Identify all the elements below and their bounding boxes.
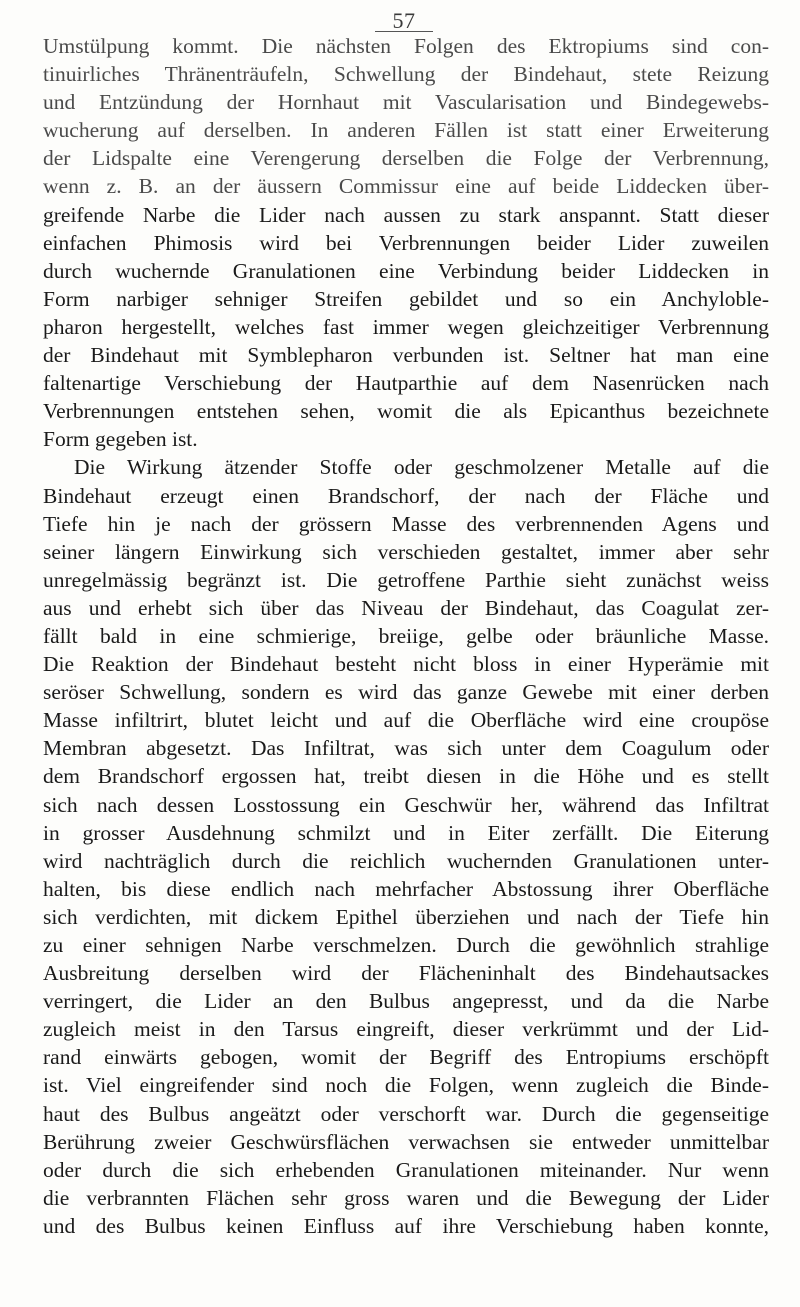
text-line: und des Bulbus keinen Einfluss auf ihre Verschiebung haben konnte, (43, 1213, 769, 1238)
text-line: tinuirliches Thränenträufeln, Schwellung der Bindehaut, stete Reizung (43, 62, 769, 87)
text-line: oder durch die sich erhebenden Granulationen miteinander. Nur wenn (43, 1157, 769, 1182)
text-line: in grosser Ausdehnung schmilzt und in Eiter zerfällt. Die Eiterung (43, 820, 769, 845)
text-line: rand einwärts gebogen, womit der Begriff des Entropiums erschöpft (43, 1045, 769, 1070)
text-line: Umstülpung kommt. Die nächsten Folgen des Ektropiums sind con- (43, 34, 769, 58)
text-line: Form narbiger sehniger Streifen gebildet und so ein Anchyloble- (43, 286, 769, 311)
text-line: seröser Schwellung, sondern es wird das ganze Gewebe mit einer derben (43, 680, 769, 705)
text-line: sich nach dessen Losstossung ein Geschwür her, während das Infiltrat (43, 792, 769, 817)
text-line: der Bindehaut mit Symblepharon verbunden ist. Seltner hat man eine (43, 343, 769, 368)
text-line: Ausbreitung derselben wird der Flächeninhalt des Bindehautsackes (43, 961, 769, 986)
text-line: zu einer sehnigen Narbe verschmelzen. Durch die gewöhnlich strahlige (43, 933, 769, 957)
text-line: Membran abgesetzt. Das Infiltrat, was sich unter dem Coagulum oder (43, 736, 769, 761)
text-line: Verbrennungen entstehen sehen, womit die als Epicanthus bezeichnete (43, 399, 769, 424)
text-line: dem Brandschorf ergossen hat, treibt diesen in die Höhe und es stellt (43, 764, 769, 789)
text-line: Masse infiltrirt, blutet leicht und auf die Oberfläche wird eine croupöse (43, 708, 769, 733)
text-line: einfachen Phimosis wird bei Verbrennungen beider Lider zuweilen (43, 230, 769, 255)
text-line: wenn z. B. an der äussern Commissur eine auf beide Liddecken über- (43, 174, 769, 199)
text-line: greifende Narbe die Lider nach aussen zu stark anspannt. Statt dieser (43, 202, 769, 227)
text-line: fällt bald in eine schmierige, breiige, gelbe oder bräunliche Masse. (43, 623, 769, 648)
text-line: Die Reaktion der Bindehaut besteht nicht bloss in einer Hyperämie mit (43, 652, 769, 677)
text-line: die verbrannten Flächen sehr gross waren und die Bewegung der Lider (43, 1185, 769, 1210)
text-line: und Entzündung der Hornhaut mit Vascularisation und Bindegewebs- (43, 90, 769, 115)
text-line: Berührung zweier Geschwürsflächen verwachsen sie entweder unmittelbar (43, 1129, 769, 1154)
text-line: der Lidspalte eine Verengerung derselben die Folge der Verbrennung, (43, 146, 769, 171)
body-text (43, 32, 769, 1240)
text-line: wucherung auf derselben. In anderen Fällen ist statt einer Erweiterung (43, 118, 769, 143)
text-line: sich verdichten, mit dickem Epithel überziehen und nach der Tiefe hin (43, 904, 769, 929)
text-line: unregelmässig begränzt ist. Die getroffene Parthie sieht zunächst weiss (43, 567, 769, 592)
text-line: haut des Bulbus angeätzt oder verschorft war. Durch die gegenseitige (43, 1101, 769, 1126)
text-line: Form gegeben ist. (43, 427, 198, 452)
text-line: wird nachträglich durch die reichlich wuchernden Granulationen unter- (43, 848, 769, 873)
text-line: aus und erhebt sich über das Niveau der Bindehaut, das Coagulat zer- (43, 595, 769, 620)
text-line: ist. Viel eingreifender sind noch die Folgen, wenn zugleich die Binde- (43, 1073, 769, 1098)
text-line: verringert, die Lider an den Bulbus angepresst, und da die Narbe (43, 989, 769, 1014)
text-line: Die Wirkung ätzender Stoffe oder geschmolzener Metalle auf die (74, 455, 769, 480)
text-line: pharon hergestellt, welches fast immer wegen gleichzeitiger Verbrennung (43, 314, 769, 339)
text-line: faltenartige Verschiebung der Hautparthie auf dem Nasenrücken nach (43, 371, 769, 396)
text-line: zugleich meist in den Tarsus eingreift, dieser verkrümmt und der Lid- (43, 1017, 769, 1042)
page-number: 57 (374, 8, 434, 32)
text-line: Tiefe hin je nach der grössern Masse des verbrennenden Agens und (43, 511, 769, 536)
text-line: Bindehaut erzeugt einen Brandschorf, der nach der Fläche und (43, 483, 769, 508)
text-line: durch wuchernde Granulationen eine Verbindung beider Liddecken in (43, 258, 769, 283)
text-line: halten, bis diese endlich nach mehrfacher Abstossung ihrer Oberfläche (43, 876, 769, 901)
text-line: seiner längern Einwirkung sich verschieden gestaltet, immer aber sehr (43, 539, 769, 564)
